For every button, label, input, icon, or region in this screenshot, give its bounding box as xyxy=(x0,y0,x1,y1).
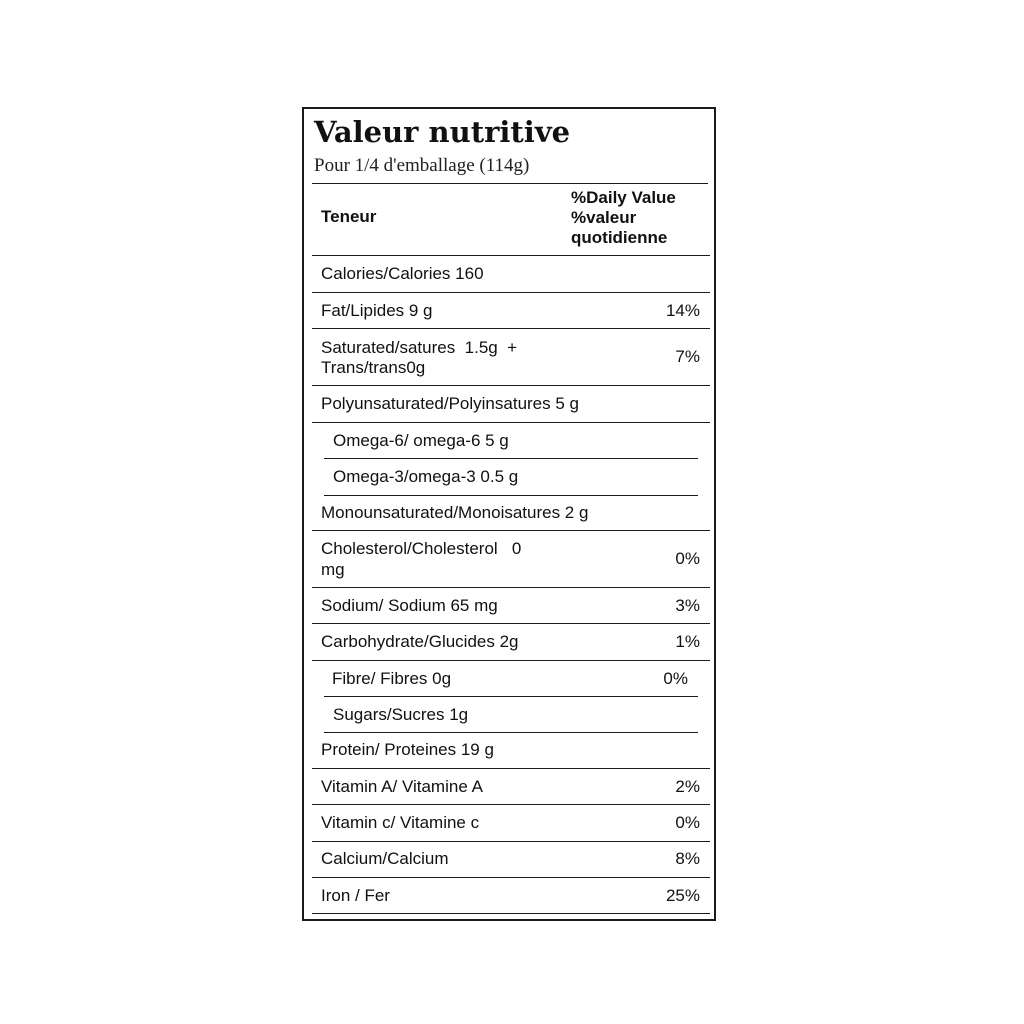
row-carbohydrate-rule xyxy=(312,660,710,661)
row-vitamin-a-pct: 2% xyxy=(675,777,700,796)
row-vitamin-c-rule xyxy=(312,841,710,842)
row-protein-label: Protein/ Proteines 19 g xyxy=(321,740,494,759)
row-poly-label: Polyunsaturated/Polyinsatures 5 g xyxy=(321,394,579,413)
row-protein-rule xyxy=(312,768,710,769)
row-sugars-label: Sugars/Sucres 1g xyxy=(333,705,469,724)
nutrition-facts-panel xyxy=(302,107,716,921)
row-poly-rule xyxy=(312,422,710,423)
row-iron-rule xyxy=(312,913,710,914)
row-iron-label: Iron / Fer xyxy=(321,886,390,905)
header-daily-value-line3: quotidienne xyxy=(571,228,668,247)
header-daily-value-line2: %valeur xyxy=(571,208,637,227)
row-saturated-label-line1: Saturated/satures 1.5g + xyxy=(321,338,518,357)
row-calories-rule xyxy=(312,292,710,293)
row-sodium-pct: 3% xyxy=(675,596,700,615)
header-daily-value-line1: %Daily Value xyxy=(571,188,676,207)
row-carbohydrate-pct: 1% xyxy=(675,632,700,651)
row-sugars-rule xyxy=(324,732,698,733)
row-calcium-pct: 8% xyxy=(675,849,700,868)
row-iron-pct: 25% xyxy=(665,886,700,905)
row-sodium-label: Sodium/ Sodium 65 mg xyxy=(321,596,498,615)
row-vitamin-c-pct: 0% xyxy=(675,813,700,832)
row-calories-label: Calories/Calories 160 xyxy=(321,264,484,283)
row-saturated-rule xyxy=(312,385,710,386)
row-fibre-rule xyxy=(324,696,698,697)
row-mono-rule xyxy=(312,530,710,531)
row-omega6-label: Omega-6/ omega-6 5 g xyxy=(333,431,509,450)
row-omega6-rule xyxy=(324,458,698,459)
row-fibre-label: Fibre/ Fibres 0g xyxy=(332,669,452,688)
row-saturated-pct: 7% xyxy=(675,347,700,366)
row-vitamin-a-label: Vitamin A/ Vitamine A xyxy=(321,777,483,796)
row-carbohydrate-label: Carbohydrate/Glucides 2g xyxy=(321,632,519,651)
row-mono-label: Monounsaturated/Monoisatures 2 g xyxy=(321,503,589,522)
row-calcium-label: Calcium/Calcium xyxy=(321,849,449,868)
row-saturated-label-line2: Trans/trans0g xyxy=(321,358,426,377)
row-fat-label: Fat/Lipides 9 g xyxy=(321,301,433,320)
header-bottom-rule xyxy=(312,255,710,256)
row-vitamin-a-rule xyxy=(312,804,710,805)
serving-size: Pour 1/4 d'emballage (114g) xyxy=(314,155,530,176)
header-top-rule xyxy=(312,183,708,184)
label-title: Valeur nutritive xyxy=(314,115,571,149)
row-fibre-pct: 0% xyxy=(663,669,688,688)
row-omega3-rule xyxy=(324,495,698,496)
row-fat-pct: 14% xyxy=(665,301,700,320)
row-cholesterol-label-line2: mg xyxy=(321,560,345,579)
row-cholesterol-pct: 0% xyxy=(675,549,700,568)
row-cholesterol-rule xyxy=(312,587,710,588)
header-daily-value xyxy=(571,188,676,248)
row-cholesterol-label-line1: Cholesterol/Cholesterol 0 xyxy=(321,539,522,558)
row-vitamin-c-label: Vitamin c/ Vitamine c xyxy=(321,813,480,832)
row-sodium-rule xyxy=(312,623,710,624)
row-omega3-label: Omega-3/omega-3 0.5 g xyxy=(333,467,519,486)
row-calcium-rule xyxy=(312,877,710,878)
header-teneur: Teneur xyxy=(321,207,377,226)
row-fat-rule xyxy=(312,328,710,329)
